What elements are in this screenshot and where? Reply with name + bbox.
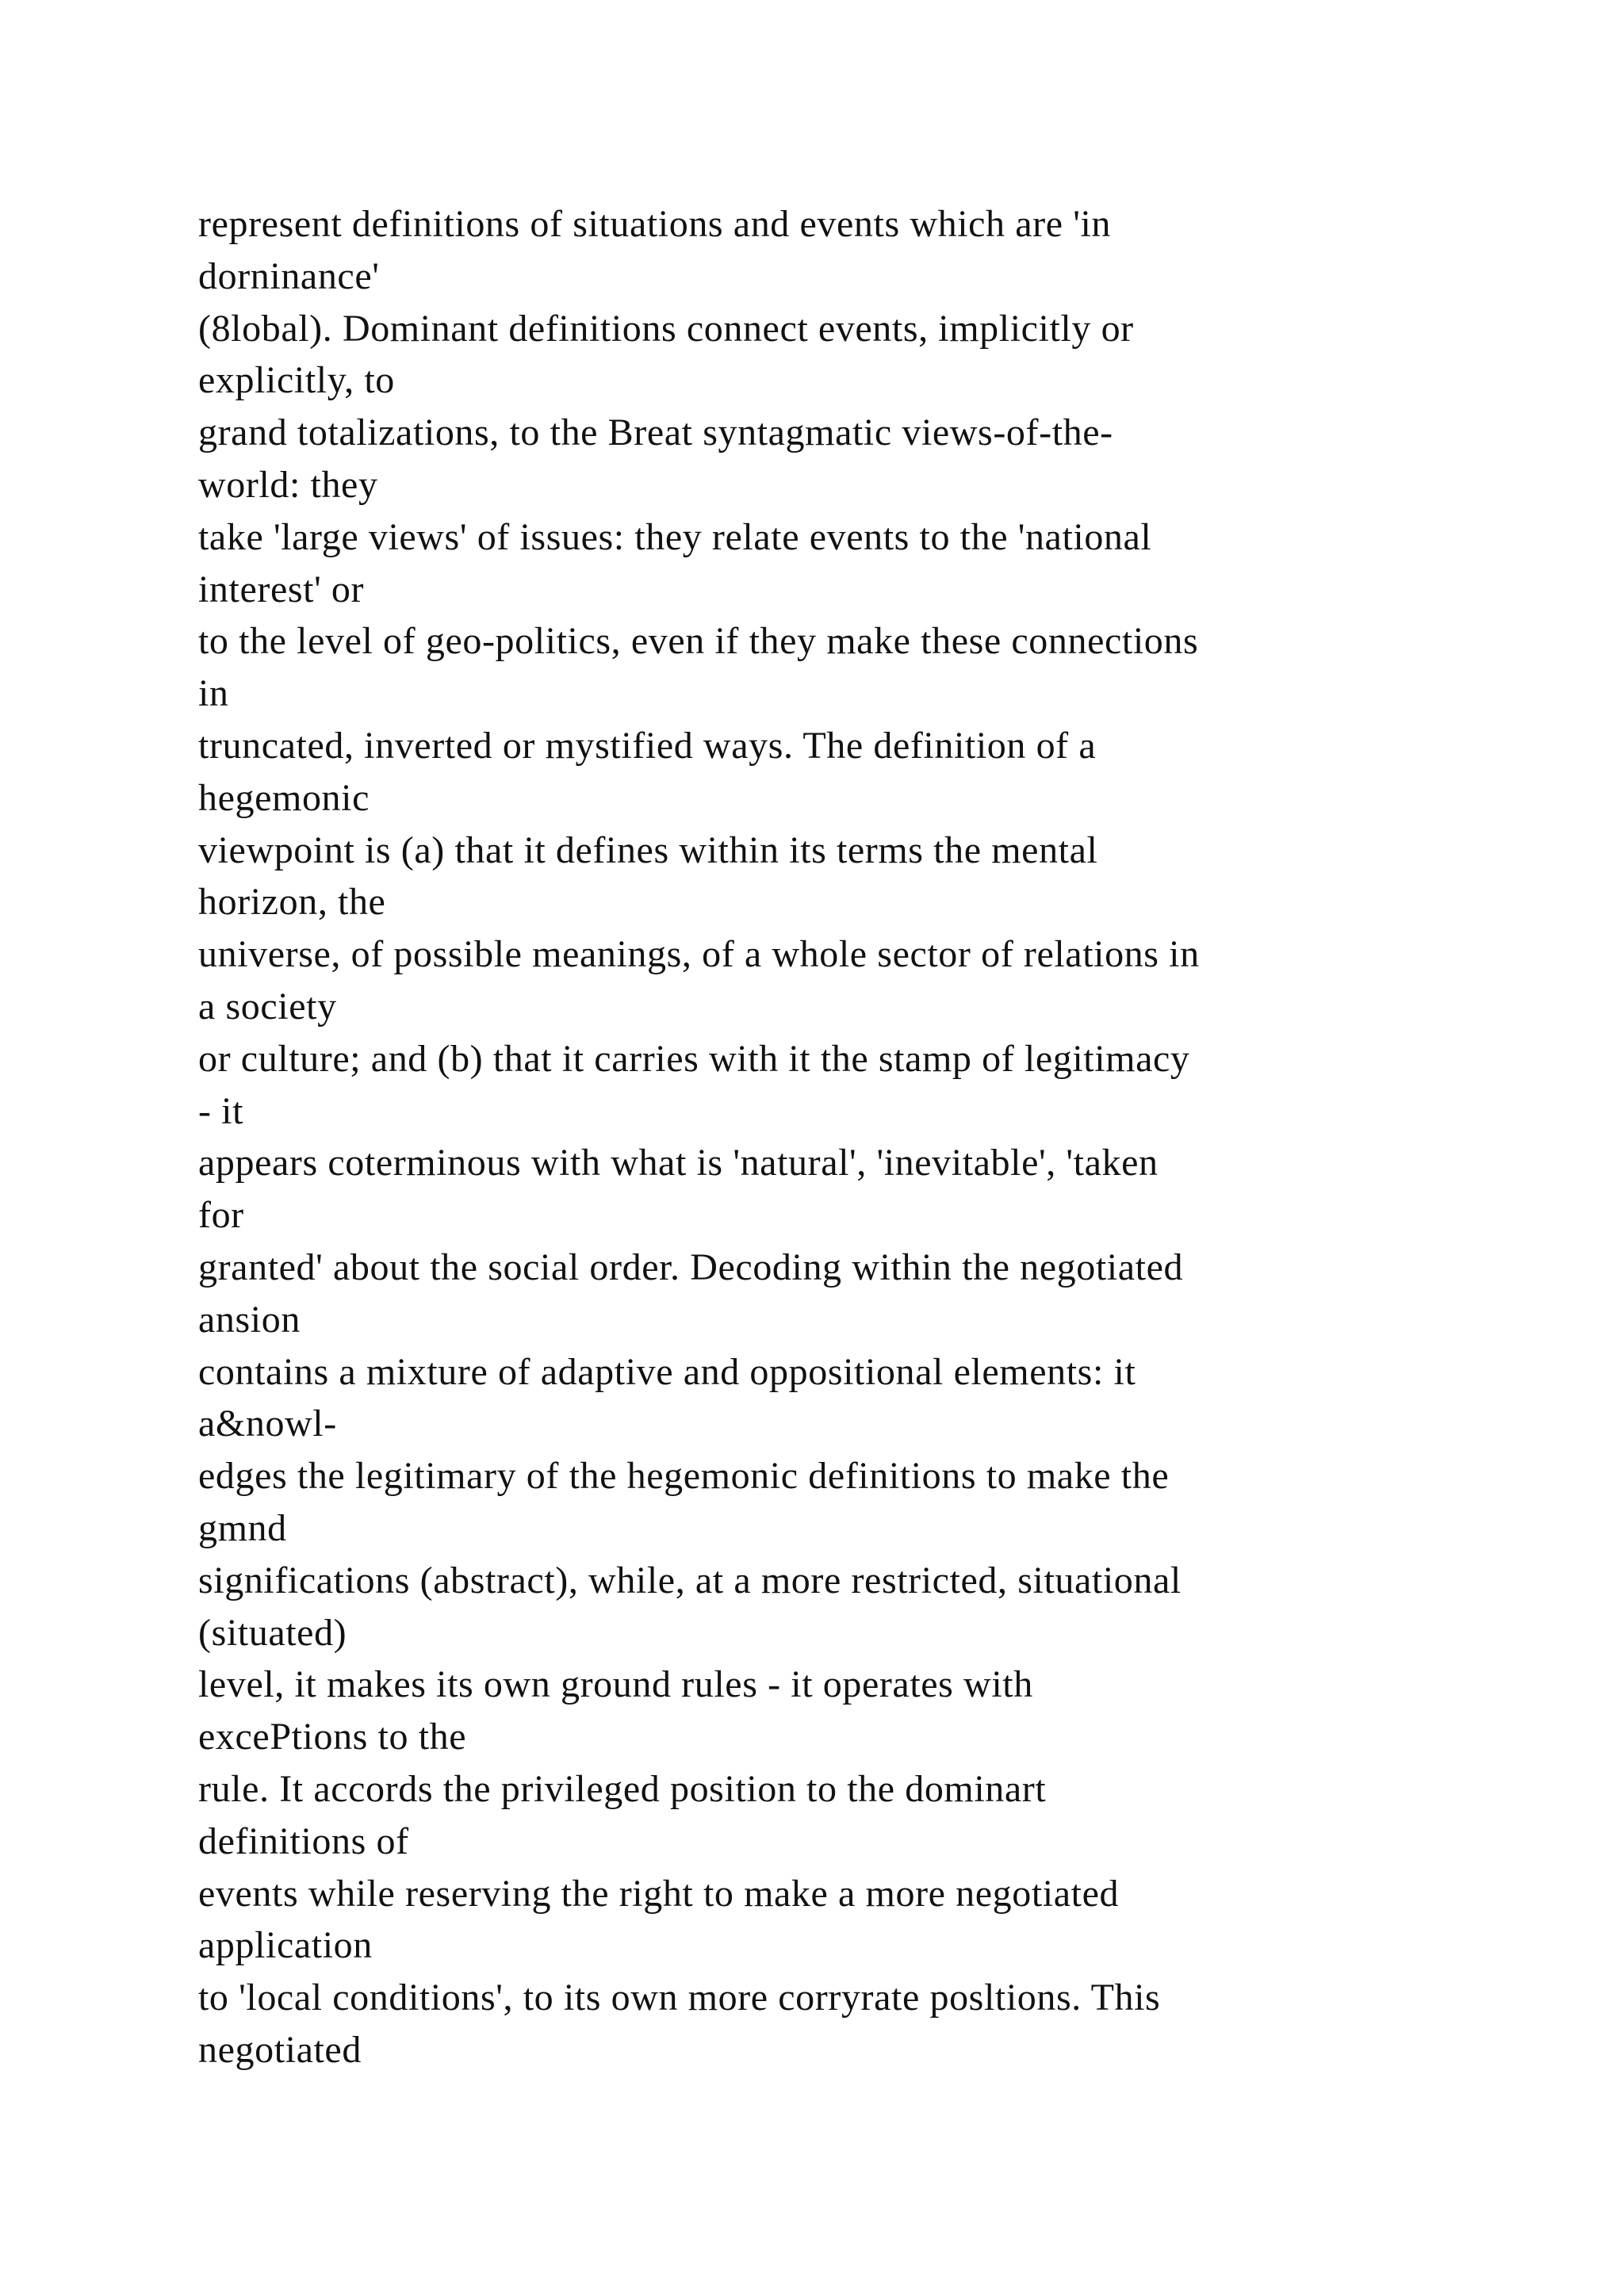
- text-line: events while reserving the right to make a more negotiated: [198, 1872, 1120, 1915]
- text-line: rule. It accords the privileged position to the dominart: [198, 1767, 1047, 1810]
- text-line: edges the legitimary of the hegemonic definitions to make the: [198, 1455, 1170, 1498]
- text-line: - it: [198, 1089, 244, 1132]
- text-line: significations (abstract), while, at a more restricted, situational: [198, 1559, 1182, 1601]
- text-line: (situated): [198, 1611, 347, 1654]
- text-line: a society: [198, 985, 337, 1027]
- text-line: level, it makes its own ground rules - it operates with: [198, 1663, 1033, 1706]
- text-line: dorninance': [198, 254, 380, 297]
- text-line: interest' or: [198, 568, 365, 610]
- text-line: universe, of possible meanings, of a whole sector of relations in: [198, 933, 1200, 976]
- text-line: in: [198, 672, 229, 715]
- text-line: appears coterminous with what is 'natural', 'inevitable', 'taken: [198, 1142, 1159, 1184]
- text-line: grand totalizations, to the Breat syntagmatic views-of-the-: [198, 411, 1113, 454]
- text-line: negotiated: [198, 2028, 362, 2071]
- text-line: application: [198, 1924, 373, 1967]
- text-line: gmnd: [198, 1506, 287, 1549]
- body-text: [198, 198, 1507, 2076]
- text-line: to the level of geo-politics, even if they make these connections: [198, 620, 1199, 663]
- text-line: hegemonic: [198, 776, 370, 819]
- text-line: world: they: [198, 463, 378, 506]
- text-line: a&nowl-: [198, 1402, 337, 1445]
- text-line: ansion: [198, 1298, 301, 1341]
- text-line: contains a mixture of adaptive and oppositional elements: it: [198, 1350, 1136, 1393]
- text-line: for: [198, 1194, 244, 1237]
- text-line: horizon, the: [198, 881, 386, 924]
- text-line: viewpoint is (a) that it defines within its terms the mental: [198, 828, 1098, 871]
- text-line: granted' about the social order. Decoding within the negotiated: [198, 1246, 1184, 1288]
- text-line: truncated, inverted or mystified ways. The definition of a: [198, 724, 1097, 767]
- text-line: take 'large views' of issues: they relate events to the 'national: [198, 515, 1152, 558]
- text-line: (8lobal). Dominant definitions connect events, implicitly or: [198, 307, 1134, 350]
- text-line: to 'local conditions', to its own more corryrate posltions. This: [198, 1976, 1161, 2019]
- text-line: excePtions to the: [198, 1716, 467, 1758]
- text-line: represent definitions of situations and events which are 'in: [198, 203, 1112, 245]
- text-line: or culture; and (b) that it carries with it the stamp of legitimacy: [198, 1037, 1190, 1080]
- text-line: explicitly, to: [198, 359, 395, 402]
- text-line: definitions of: [198, 1820, 409, 1862]
